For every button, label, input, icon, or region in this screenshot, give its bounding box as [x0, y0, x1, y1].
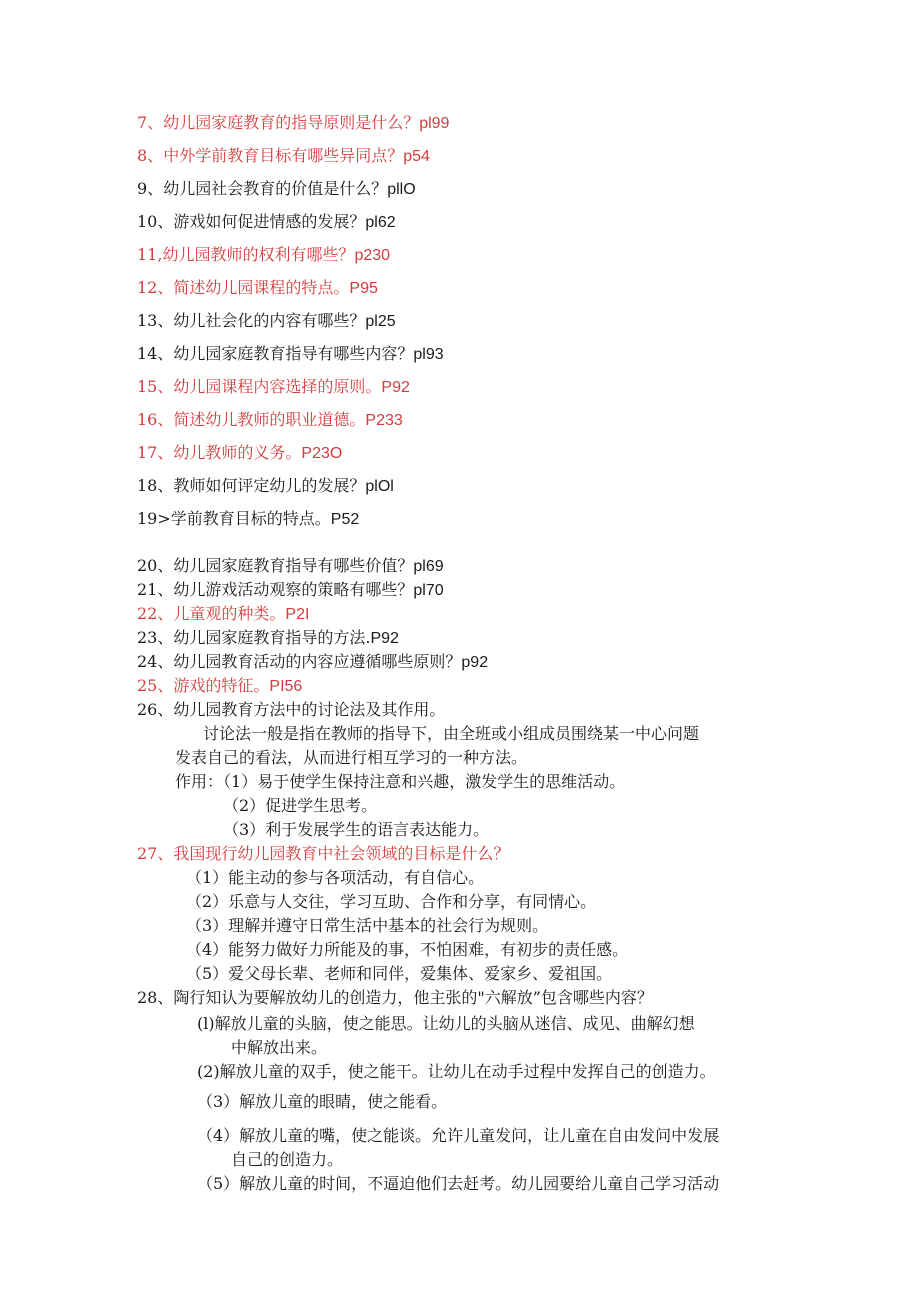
page-ref: pllO [387, 181, 416, 198]
q26-function-item: （2）促进学生思考。 [223, 796, 378, 815]
page-ref: p54 [403, 148, 430, 165]
q28-item: (2)解放儿童的双手，使之能干。让幼儿在动手过程中发挥自己的创造力。 [197, 1062, 716, 1081]
page-ref: pl69 [413, 558, 444, 575]
question-text: 陶行知认为要解放幼儿的创造力，他主张的"六解放”包含哪些内容？ [173, 988, 653, 1007]
page-ref: pl70 [413, 582, 444, 599]
q28-item: （5）解放儿童的时间，不逼迫他们去赶考。幼儿园要给儿童自己学习活动 [197, 1174, 720, 1193]
q28-item: （4）解放儿童的嘴，使之能谈。允许儿童发问，让儿童在自由发问中发展 [197, 1126, 720, 1145]
q26-function-label: 作用： [175, 772, 224, 791]
q28-item: (l)解放儿童的头脑，使之能思。让幼儿的头脑从迷信、成见、曲解幻想 [197, 1014, 695, 1033]
question-number: 11, [137, 245, 163, 264]
q26-function-item: （3）利于发展学生的语言表达能力。 [223, 820, 490, 839]
q26-paragraph-line-2: 发表自己的看法，从而进行相互学习的一种方法。 [175, 748, 528, 767]
q28-item: （3）解放儿童的眼睛，使之能看。 [197, 1092, 448, 1111]
question-19 [137, 508, 359, 531]
page-ref: PI56 [269, 678, 303, 695]
question-number: 23、 [137, 628, 174, 647]
question-21 [137, 579, 444, 602]
question-text: 我国现行幼儿园教育中社会领域的目标是什么？ [173, 844, 510, 863]
question-number: 9、 [137, 179, 164, 198]
q26-paragraph-line-1: 讨论法一般是指在教师的指导下，由全班或小组成员围绕某一中心问题 [203, 724, 700, 743]
page-ref: pl99 [419, 115, 450, 132]
q27-item: （1）能主动的参与各项活动，有自信心。 [186, 868, 485, 887]
question-10 [137, 211, 396, 234]
question-number: 28、 [137, 988, 174, 1007]
question-text: 中外学前教育目标有哪些异同点？ [163, 146, 404, 165]
question-text: 儿童观的种类。 [173, 604, 286, 623]
question-number: 14、 [137, 344, 174, 363]
question-text: 幼儿园家庭教育指导有哪些价值？ [173, 556, 414, 575]
question-7 [137, 112, 449, 135]
page-ref: P23O [301, 445, 343, 462]
question-text: 教师如何评定幼儿的发展？ [173, 476, 366, 495]
q27-item: （5）爱父母长辈、老师和同伴，爱集体、爱家乡、爱祖国。 [186, 964, 613, 983]
q28-item-continuation: 中解放出来。 [231, 1038, 328, 1057]
page-ref: P92 [381, 379, 410, 396]
question-number: 24、 [137, 652, 174, 671]
page-ref: plOl [365, 478, 394, 495]
q27-item: （4）能努力做好力所能及的事，不怕困难，有初步的责任感。 [186, 940, 629, 959]
question-text: 幼儿游戏活动观察的策略有哪些？ [173, 580, 414, 599]
question-25 [137, 675, 302, 698]
question-text: 幼儿园家庭教育指导的方法. [173, 628, 371, 647]
page-ref: P52 [330, 511, 360, 528]
q27-item: （2）乐意与人交往，学习互助、合作和分享，有同情心。 [186, 892, 597, 911]
question-8 [137, 145, 430, 168]
question-number: 20、 [137, 556, 174, 575]
question-24 [137, 651, 488, 674]
question-number: 7、 [137, 113, 164, 132]
question-number: 12、 [137, 278, 174, 297]
question-12 [137, 277, 378, 300]
question-22 [137, 603, 309, 626]
page-ref: p230 [354, 247, 391, 264]
question-17 [137, 442, 342, 465]
question-number: 21、 [137, 580, 174, 599]
page-ref: P95 [349, 280, 378, 297]
page-ref: P233 [365, 412, 403, 429]
question-text: 游戏的特征。 [173, 676, 270, 695]
q27-item: （3）理解并遵守日常生活中基本的社会行为规则。 [186, 916, 549, 935]
question-28 [137, 987, 653, 1009]
question-number: 18、 [137, 476, 174, 495]
page-ref: pl62 [365, 214, 396, 231]
question-text: 学前教育目标的特点。 [170, 509, 331, 528]
question-13 [137, 310, 396, 333]
question-text: 幼儿教师的义务。 [173, 443, 302, 462]
question-number: 8、 [137, 146, 164, 165]
question-14 [137, 343, 444, 366]
page-ref: p92 [461, 654, 489, 671]
question-11 [137, 244, 390, 267]
question-27 [137, 843, 509, 865]
question-number: 13、 [137, 311, 174, 330]
question-text: 幼儿社会化的内容有哪些？ [173, 311, 366, 330]
page-ref: P2I [285, 606, 310, 623]
question-26 [137, 699, 445, 722]
question-text: 幼儿园课程内容选择的原则。 [173, 377, 382, 396]
question-20 [137, 555, 444, 578]
question-number: 22、 [137, 604, 174, 623]
question-text: 简述幼儿教师的职业道德。 [173, 410, 366, 429]
question-9 [137, 178, 416, 201]
question-text: 幼儿园社会教育的价值是什么？ [163, 179, 388, 198]
question-text: 幼儿园教师的权利有哪些？ [162, 245, 355, 264]
question-number: 27、 [137, 844, 174, 863]
question-text: 幼儿园家庭教育指导有哪些内容？ [173, 344, 414, 363]
question-number: 25、 [137, 676, 174, 695]
question-text: 游戏如何促进情感的发展？ [173, 212, 366, 231]
question-number: 15、 [137, 377, 174, 396]
q28-item-continuation: 自己的创造力。 [231, 1150, 344, 1169]
question-15 [137, 376, 410, 399]
question-number: 26、 [137, 700, 174, 719]
page-ref: P92 [370, 630, 399, 647]
question-text: 简述幼儿园课程的特点。 [173, 278, 350, 297]
question-number: 10、 [137, 212, 174, 231]
question-16 [137, 409, 403, 432]
q26-function-item: （1）易于使学生保持注意和兴趣，激发学生的思维活动。 [223, 772, 626, 791]
question-text: 幼儿园家庭教育的指导原则是什么？ [163, 113, 420, 132]
page-ref: pl93 [413, 346, 444, 363]
question-18 [137, 475, 394, 498]
question-number: 16、 [137, 410, 174, 429]
question-text: 幼儿园教育活动的内容应遵循哪些原则？ [173, 652, 462, 671]
question-number: 17、 [137, 443, 174, 462]
q26-function-row-1 [175, 771, 625, 793]
page-ref: pl25 [365, 313, 396, 330]
question-number: 19> [137, 509, 171, 528]
question-text: 幼儿园教育方法中的讨论法及其作用。 [173, 700, 446, 719]
question-23 [137, 627, 399, 650]
